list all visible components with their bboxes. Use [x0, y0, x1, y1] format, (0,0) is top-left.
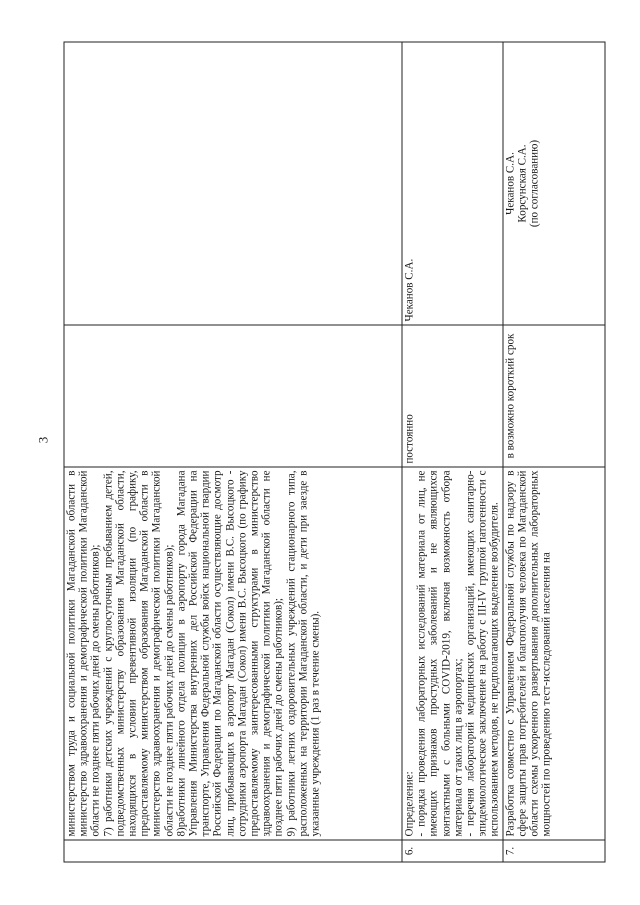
term-cell — [64, 325, 402, 467]
paragraph: министерством труда и социальной политики Магаданской области в министерство здравоохранения и демографической политики Магаданской области не позднее пяти рабочих дней до смены работников); — [65, 470, 102, 836]
responsible-person: Чеканов С.А. — [504, 151, 517, 215]
table-row — [64, 42, 402, 862]
measure-description — [402, 467, 503, 840]
rotated-sheet — [64, 42, 599, 862]
responsible-cell — [64, 42, 402, 325]
row-number: 6. — [402, 840, 503, 862]
responsible-person: Чеканов С.А. — [403, 258, 416, 321]
paragraph: 7) работники детских учреждений с круглосуточным пребыванием детей, подведомственных министерству образования Магаданской области, находящихся в условии превентивной изоляции (по графику, предоставляемому министерством образования Магаданской области в министерство здравоохранения и демографической политики Магаданской области не позднее пяти рабочих дней до смены работников); — [102, 470, 176, 836]
paragraph: 8)работники линейного отдела полиции в аэропорту города Магадана Управления Министерства внутренних дел Российской Федерации на транспорте, Управления Федеральной службы войск национальной гвардии Российской Федерации по Магаданской области осуществляющие досмотр лиц, прибывающих в аэропорт Магадан (Сокол) имени В.С. Высоцкого - сотрудники аэропорта Магадан (Сокол) имени В.С. Высоцкого (по графику предоставляемому заинтересованными структурами в министерство здравоохранения и демографической политики Магаданской области не позднее пяти рабочих дней до смены работников); — [175, 470, 285, 836]
responsible-person: Корсунская С.А. — [516, 143, 529, 223]
row-number — [64, 840, 402, 862]
responsible-note: (по согласованию) — [528, 139, 541, 227]
paragraph: Определение: — [403, 770, 416, 836]
measure-description — [64, 467, 402, 840]
table-row — [503, 42, 605, 862]
measures-table — [64, 41, 606, 862]
term-cell: в возможно короткий срок — [503, 325, 605, 467]
responsible-cell — [402, 42, 503, 325]
paragraph: Разработка совместно с Управлением Федеральной службы по надзору в сфере защиты прав потребителей и благополучия человека по Магаданской области схемы ускоренного развертывания дополнительных лабораторных мощностей по проведению тест-исследований населения на — [504, 470, 553, 836]
paragraph: - перечня лабораторий медицинских организаций, имеющих санитарно-эпидемиологическое заключение на работу с III-IV группой патогенности с использованием методов, не предполагающих выделение возбудителя. — [464, 470, 501, 836]
row-number: 7. — [503, 840, 605, 862]
paragraph: 9) работники летних оздоровительных учреждений стационарного типа, расположенных на территории Магаданской области, и дети при заезде в указанные учреждения (1 раз в течение смены). — [285, 470, 322, 836]
term-cell: постоянно — [402, 325, 503, 467]
page-number: 3 — [35, 436, 51, 444]
measure-description — [503, 467, 605, 840]
paragraph: - порядка проведения лабораторных исследований материала от лиц, не имеющих признаков простудных заболеваний и не являющихся контактными с больными COVID-2019, включая возможность отбора материала от таких лиц в аэропортах; — [415, 470, 465, 836]
table-row — [402, 42, 503, 862]
responsible-cell — [503, 42, 605, 325]
